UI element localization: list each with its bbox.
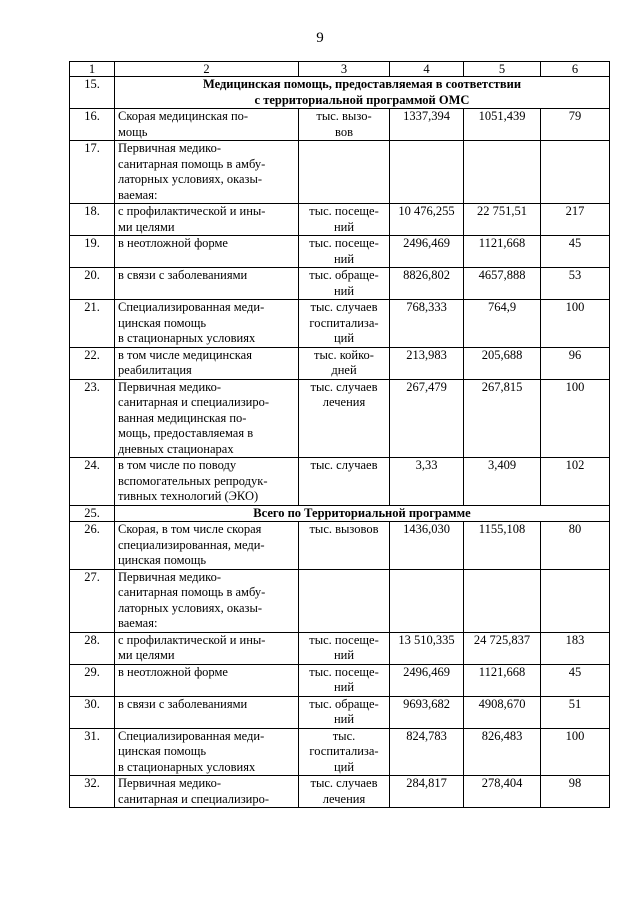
row-unit: тыс. вызовов — [299, 522, 390, 570]
table-row — [70, 664, 610, 696]
value-col4: 267,479 — [390, 379, 464, 458]
header-cell: 5 — [464, 62, 541, 77]
row-number: 15. — [70, 77, 115, 109]
row-description: Первичная медико- санитарная помощь в амбу- латорных условиях, оказы- ваемая: — [115, 141, 299, 204]
row-unit: тыс. случаев лечения — [299, 776, 390, 808]
row-number: 30. — [70, 696, 115, 728]
row-description: Специализированная меди- цинская помощь в стационарных условиях — [115, 300, 299, 348]
value-col6: 102 — [541, 458, 610, 506]
row-unit: тыс. посеще- ний — [299, 664, 390, 696]
row-number: 22. — [70, 347, 115, 379]
value-col6: 183 — [541, 632, 610, 664]
row-unit — [299, 569, 390, 632]
row-description: с профилактической и ины- ми целями — [115, 632, 299, 664]
value-col5: 22 751,51 — [464, 204, 541, 236]
row-description: Первичная медико- санитарная и специализиро- ванная медицинская по- мощь, предоставляемая в дневных стационарах — [115, 379, 299, 458]
table-row — [70, 347, 610, 379]
value-col5: 1121,668 — [464, 664, 541, 696]
row-number: 21. — [70, 300, 115, 348]
section-title: Всего по Территориальной программе — [115, 505, 610, 522]
value-col6: 100 — [541, 379, 610, 458]
table-row — [70, 776, 610, 808]
row-description: Скорая медицинская по- мощь — [115, 109, 299, 141]
value-col6 — [541, 569, 610, 632]
row-unit — [299, 141, 390, 204]
row-description: с профилактической и ины- ми целями — [115, 204, 299, 236]
row-description: Первичная медико- санитарная помощь в амбу- латорных условиях, оказы- ваемая: — [115, 569, 299, 632]
table-row — [70, 632, 610, 664]
row-unit: тыс. случаев лечения — [299, 379, 390, 458]
table-row — [70, 458, 610, 506]
value-col5: 764,9 — [464, 300, 541, 348]
value-col5: 278,404 — [464, 776, 541, 808]
value-col6: 45 — [541, 236, 610, 268]
value-col4: 213,983 — [390, 347, 464, 379]
row-unit: тыс. случаев — [299, 458, 390, 506]
value-col4: 768,333 — [390, 300, 464, 348]
row-description: в неотложной форме — [115, 236, 299, 268]
value-col5 — [464, 569, 541, 632]
header-cell: 4 — [390, 62, 464, 77]
section-row-total — [70, 505, 610, 522]
row-description: Скорая, в том числе скорая специализированная, меди- цинская помощь — [115, 522, 299, 570]
value-col4: 2496,469 — [390, 236, 464, 268]
row-number: 19. — [70, 236, 115, 268]
row-number: 20. — [70, 268, 115, 300]
value-col5: 205,688 — [464, 347, 541, 379]
value-col4: 2496,469 — [390, 664, 464, 696]
row-unit: тыс. койко- дней — [299, 347, 390, 379]
value-col4: 9693,682 — [390, 696, 464, 728]
value-col5: 267,815 — [464, 379, 541, 458]
row-unit: тыс. посеще- ний — [299, 236, 390, 268]
value-col5: 1121,668 — [464, 236, 541, 268]
value-col5: 4657,888 — [464, 268, 541, 300]
row-number: 23. — [70, 379, 115, 458]
row-unit: тыс. посеще- ний — [299, 632, 390, 664]
value-col5: 3,409 — [464, 458, 541, 506]
value-col6: 53 — [541, 268, 610, 300]
value-col5: 24 725,837 — [464, 632, 541, 664]
table-row — [70, 300, 610, 348]
value-col4 — [390, 141, 464, 204]
value-col4: 13 510,335 — [390, 632, 464, 664]
section-row-oms — [70, 77, 610, 109]
value-col6: 79 — [541, 109, 610, 141]
header-cell: 1 — [70, 62, 115, 77]
row-number: 16. — [70, 109, 115, 141]
value-col4: 8826,802 — [390, 268, 464, 300]
value-col6: 98 — [541, 776, 610, 808]
value-col6: 217 — [541, 204, 610, 236]
section-title: Медицинская помощь, предоставляемая в соответствии с территориальной программой ОМС — [115, 77, 610, 109]
row-number: 25. — [70, 505, 115, 522]
header-cell: 6 — [541, 62, 610, 77]
row-description: в том числе медицинская реабилитация — [115, 347, 299, 379]
value-col6: 45 — [541, 664, 610, 696]
value-col5: 1051,439 — [464, 109, 541, 141]
table-row — [70, 569, 610, 632]
row-number: 27. — [70, 569, 115, 632]
header-cell: 2 — [115, 62, 299, 77]
value-col6: 51 — [541, 696, 610, 728]
row-unit: тыс. обраще- ний — [299, 268, 390, 300]
value-col4: 284,817 — [390, 776, 464, 808]
value-col6 — [541, 141, 610, 204]
row-number: 28. — [70, 632, 115, 664]
table-row — [70, 379, 610, 458]
row-description: Специализированная меди- цинская помощь в стационарных условиях — [115, 728, 299, 776]
row-number: 18. — [70, 204, 115, 236]
row-number: 17. — [70, 141, 115, 204]
row-unit: тыс. случаев госпитализа- ций — [299, 300, 390, 348]
value-col5 — [464, 141, 541, 204]
value-col6: 100 — [541, 300, 610, 348]
table-row — [70, 141, 610, 204]
row-number: 24. — [70, 458, 115, 506]
table-row — [70, 522, 610, 570]
row-unit: тыс. посеще- ний — [299, 204, 390, 236]
table-row — [70, 728, 610, 776]
row-number: 26. — [70, 522, 115, 570]
value-col4: 10 476,255 — [390, 204, 464, 236]
row-number: 32. — [70, 776, 115, 808]
row-number: 29. — [70, 664, 115, 696]
value-col5: 826,483 — [464, 728, 541, 776]
table-row — [70, 236, 610, 268]
row-description: в связи с заболеваниями — [115, 696, 299, 728]
value-col5: 1155,108 — [464, 522, 541, 570]
page-number: 9 — [316, 30, 324, 46]
value-col6: 80 — [541, 522, 610, 570]
row-unit: тыс. госпитализа- ций — [299, 728, 390, 776]
row-description: Первичная медико- санитарная и специализиро- — [115, 776, 299, 808]
value-col4: 1436,030 — [390, 522, 464, 570]
table-row — [70, 204, 610, 236]
value-col6: 96 — [541, 347, 610, 379]
statistics-table — [69, 61, 610, 808]
table-row — [70, 268, 610, 300]
value-col4: 824,783 — [390, 728, 464, 776]
row-unit: тыс. вызо- вов — [299, 109, 390, 141]
value-col4: 1337,394 — [390, 109, 464, 141]
row-number: 31. — [70, 728, 115, 776]
value-col4: 3,33 — [390, 458, 464, 506]
table-row — [70, 696, 610, 728]
row-description: в том числе по поводу вспомогательных репродук- тивных технологий (ЭКО) — [115, 458, 299, 506]
value-col6: 100 — [541, 728, 610, 776]
row-description: в связи с заболеваниями — [115, 268, 299, 300]
header-cell: 3 — [299, 62, 390, 77]
value-col5: 4908,670 — [464, 696, 541, 728]
row-unit: тыс. обраще- ний — [299, 696, 390, 728]
table-row — [70, 109, 610, 141]
value-col4 — [390, 569, 464, 632]
row-description: в неотложной форме — [115, 664, 299, 696]
column-number-header — [70, 62, 610, 77]
